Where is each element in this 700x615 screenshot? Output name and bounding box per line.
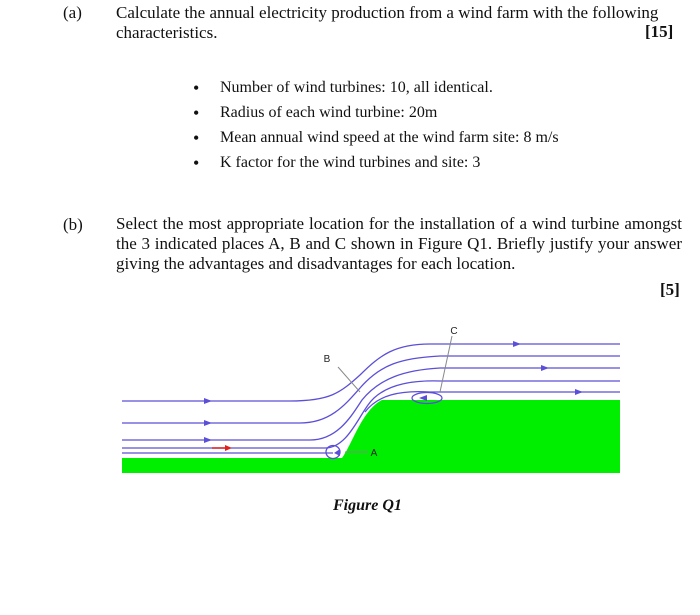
bullet-icon: • bbox=[193, 153, 200, 173]
bullet-icon: • bbox=[193, 78, 200, 98]
flow-arrow-icon bbox=[204, 437, 212, 443]
red-flow-arrow bbox=[212, 445, 232, 451]
flow-arrow-icon bbox=[513, 341, 521, 347]
label-b: B bbox=[323, 354, 331, 365]
label-c: C bbox=[450, 326, 458, 337]
part-b-question: Select the most appropriate location for the installation of a wind turbine amongst the 3 indicated places A, B and C shown in Figure Q1. Briefly justify your answer giving the advantages and disadvantages for each location. bbox=[116, 214, 682, 273]
part-a-question: Calculate the annual electricity production from a wind farm with the following characteristics. bbox=[116, 3, 659, 42]
red-arrow-icon bbox=[225, 445, 232, 451]
ground-terrain bbox=[122, 400, 620, 473]
bullet-item: • K factor for the wind turbines and site: 3 bbox=[193, 153, 481, 173]
flow-arrow-icon bbox=[575, 389, 583, 395]
part-b-label: (b) bbox=[63, 215, 83, 234]
bullet-item: • Mean annual wind speed at the wind farm site: 8 m/s bbox=[193, 128, 559, 148]
bullet-item: • Radius of each wind turbine: 20m bbox=[193, 103, 438, 123]
part-a-marks: [15] bbox=[645, 22, 674, 41]
bullet-icon: • bbox=[193, 103, 200, 123]
part-a-label: (a) bbox=[63, 3, 82, 22]
flow-arrow-icon bbox=[541, 365, 549, 371]
flow-arrow-icon bbox=[334, 449, 340, 456]
label-a: A bbox=[370, 448, 378, 459]
flow-arrow-icon bbox=[204, 420, 212, 426]
figure-caption: Figure Q1 bbox=[333, 497, 402, 514]
part-b-marks: [5] bbox=[660, 280, 680, 299]
flow-arrow-icon bbox=[204, 398, 212, 404]
bullet-icon: • bbox=[193, 128, 200, 148]
bullet-item: • Number of wind turbines: 10, all identical. bbox=[193, 78, 493, 98]
